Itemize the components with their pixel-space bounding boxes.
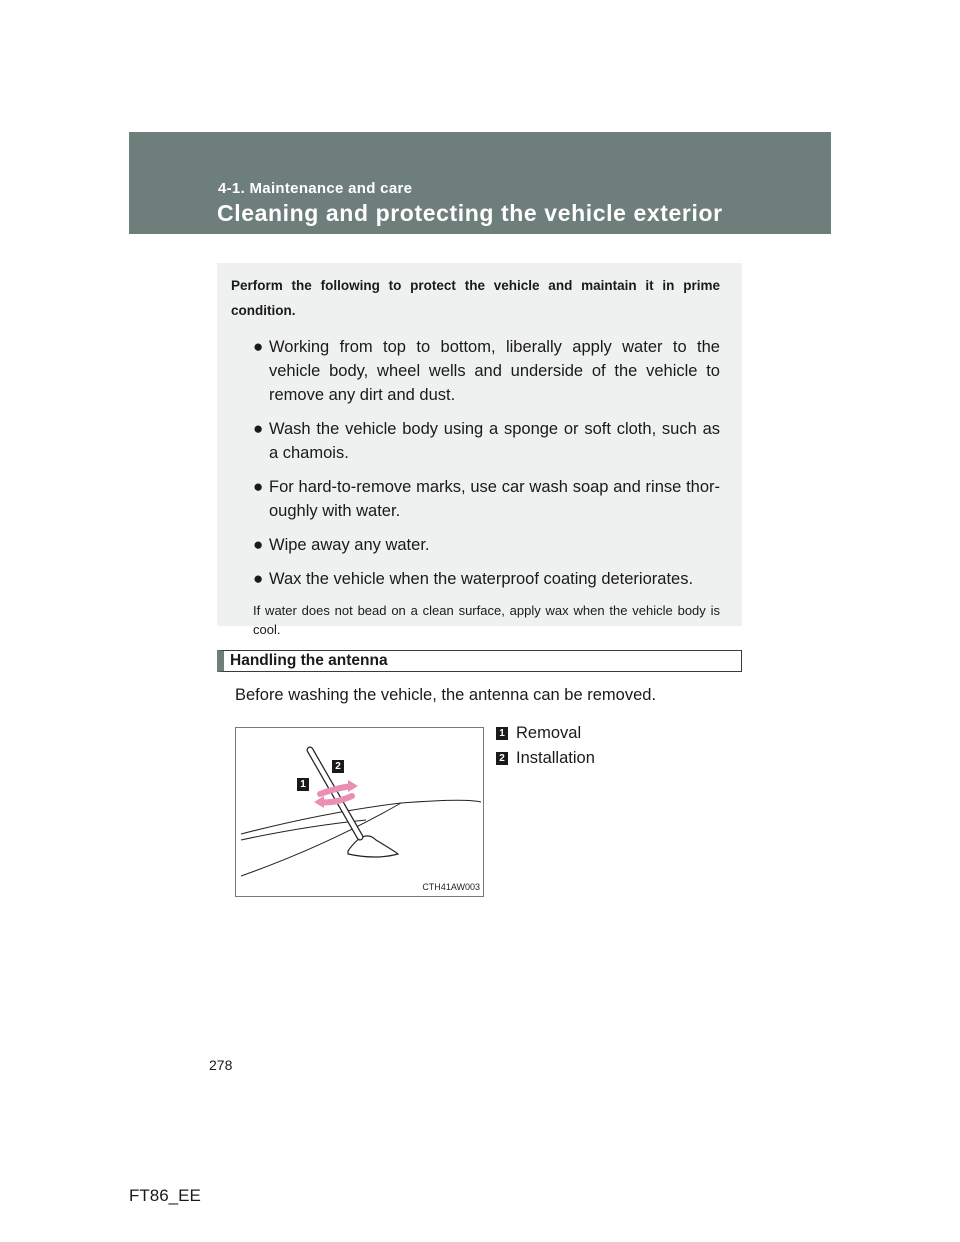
header-band xyxy=(129,132,831,234)
list-item-text: Wipe away any water. xyxy=(269,536,430,554)
list-item-text: Working from top to bottom, liberally apply water to the vehicle body, wheel wells and underside of the vehicle to remove any dirt and dust. xyxy=(269,338,720,404)
step-badge-1: 1 xyxy=(297,778,309,791)
list-item xyxy=(253,335,720,407)
bullet-icon: ● xyxy=(253,337,264,356)
list-item xyxy=(253,567,720,591)
legend-label: Removal xyxy=(516,724,582,742)
antenna-illustration xyxy=(235,727,484,897)
list-item xyxy=(253,475,720,523)
step-number-icon: 2 xyxy=(496,752,508,765)
list-item-text: Wax the vehicle when the waterproof coating deteriorates. xyxy=(269,570,694,588)
antenna-body-text: Before washing the vehicle, the antenna can be removed. xyxy=(235,686,657,704)
legend-item-removal xyxy=(496,724,581,743)
antenna-section-heading: Handling the antenna xyxy=(217,650,742,672)
legend-label: Installation xyxy=(516,749,595,767)
bullet-icon: ● xyxy=(253,419,264,438)
page-title: Cleaning and protecting the vehicle exterior xyxy=(217,200,723,226)
intro-box xyxy=(217,263,742,637)
step-badge-2: 2 xyxy=(332,760,344,773)
legend-item-installation xyxy=(496,749,595,768)
intro-note: If water does not bead on a clean surface, apply wax when the vehicle body is cool. xyxy=(253,603,720,637)
figure-code: CTH41AW003 xyxy=(422,882,480,892)
bullet-icon: ● xyxy=(253,477,264,496)
list-item-text: Wash the vehicle body using a sponge or soft cloth, such as a chamois. xyxy=(269,420,720,462)
page-number: 278 xyxy=(209,1057,233,1073)
bullet-icon: ● xyxy=(253,535,264,554)
list-item xyxy=(253,533,720,557)
bullet-icon: ● xyxy=(253,569,264,588)
antenna-drawing xyxy=(236,728,483,896)
section-label: 4-1. Maintenance and care xyxy=(218,180,413,197)
list-item xyxy=(253,417,720,465)
list-item-text: For hard-to-remove marks, use car wash soap and rinse thor-oughly with water. xyxy=(269,478,720,520)
document-code: FT86_EE xyxy=(129,1186,201,1205)
step-number-icon: 1 xyxy=(496,727,508,740)
intro-lead: Perform the following to protect the vehicle and maintain it in prime condition. xyxy=(231,278,720,318)
